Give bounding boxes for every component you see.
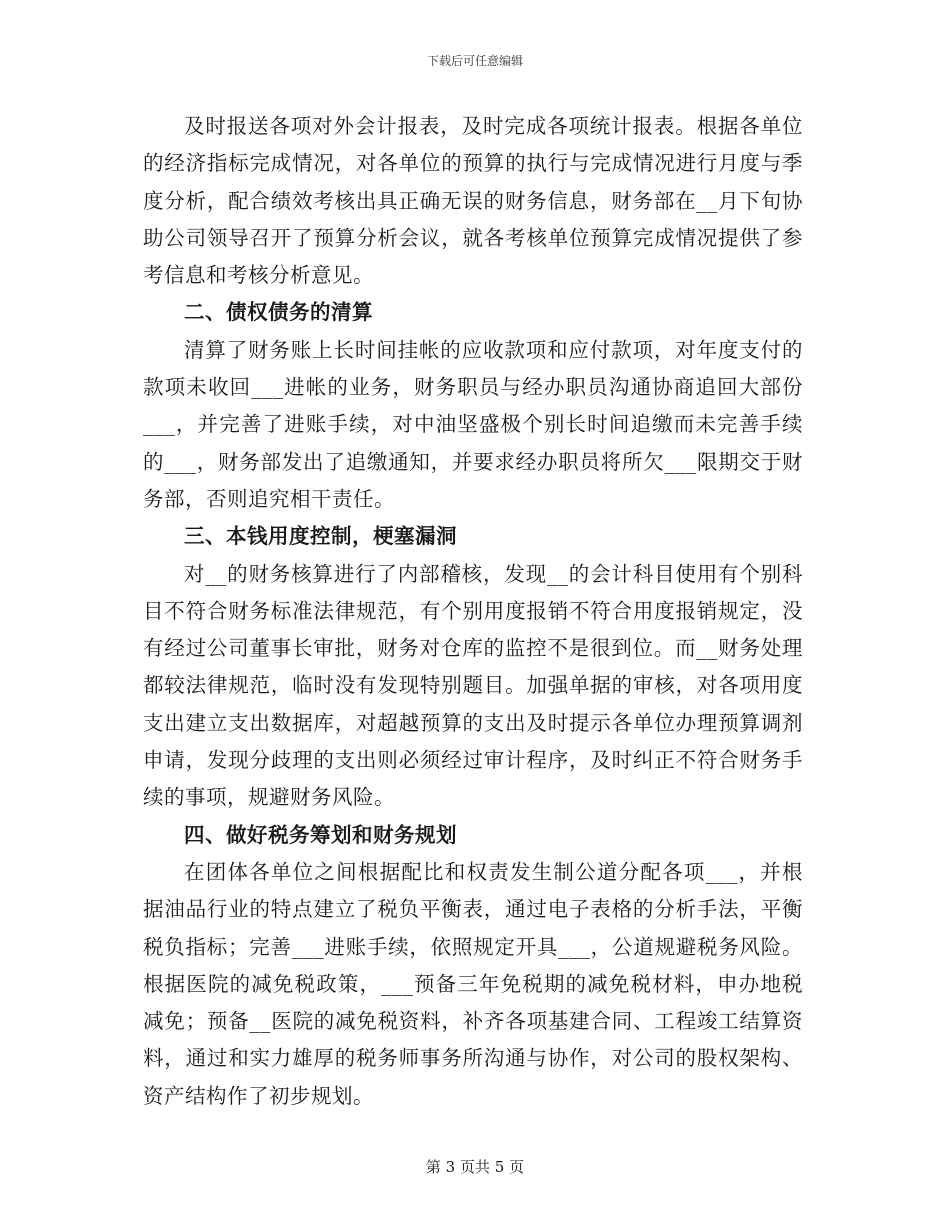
page-header: 下载后可任意编辑 bbox=[426, 54, 523, 68]
paragraph-reporting: 及时报送各项对外会计报表，及时完成各项统计报表。根据各单位的经济指标完成情况，对各单位的预算的执行与完成情况进行月度与季度分析，配合绩效考核出具正确无误的财务信息，财务部在__月下旬协助公司领导召开了预算分析会议，就各考核单位预算完成情况提供了参考信息和考核分析意见。 bbox=[143, 114, 803, 288]
page-number: 第 3 页共 5 页 bbox=[425, 1158, 525, 1176]
section-heading-debt-clearing: 二、债权债务的清算 bbox=[184, 300, 373, 325]
paragraph-debt-clearing: 清算了财务账上长时间挂帐的应收款项和应付款项，对年度支付的款项未收回___进帐的业务，财务职员与经办职员沟通协商追回大部份___，并完善了进账手续，对中油坚盛极个别长时间追缴而未完善手续的___，财务部发出了追缴通知，并要求经办职员将所欠___限期交于财务部，否则追究相干责任。 bbox=[143, 337, 803, 511]
paragraph-cost-control: 对__的财务核算进行了内部稽核，发现__的会计科目使用有个别科目不符合财务标准法律规范，有个别用度报销不符合用度报销规定，没有经过公司董事长审批，财务对仓库的监控不是很到位。而__财务处理都较法律规范，临时没有发现特别题目。加强单据的审核，对各项用度支出建立支出数据库，对超越预算的支出及时提示各单位办理预算调剂申请，发现分歧理的支出则必须经过审计程序，及时纠正不符合财务手续的事项，规避财务风险。 bbox=[143, 561, 803, 810]
section-heading-tax-planning: 四、做好税务筹划和财务规划 bbox=[184, 822, 457, 847]
section-heading-cost-control: 三、本钱用度控制，梗塞漏洞 bbox=[184, 524, 457, 549]
paragraph-tax-planning: 在团体各单位之间根据配比和权责发生制公道分配各项___，并根据油品行业的特点建立了税负平衡表，通过电子表格的分析手法，平衡税负指标；完善___进账手续，依照规定开具___，公道规避税务风险。根据医院的减免税政策，___预备三年免税期的减免税材料，申办地税减免；预备__医院的减免税资料，补齐各项基建合同、工程竣工结算资料，通过和实力雄厚的税务师事务所沟通与协作，对公司的股权架构、资产结构作了初步规划。 bbox=[143, 859, 803, 1108]
document-body bbox=[143, 108, 803, 1115]
